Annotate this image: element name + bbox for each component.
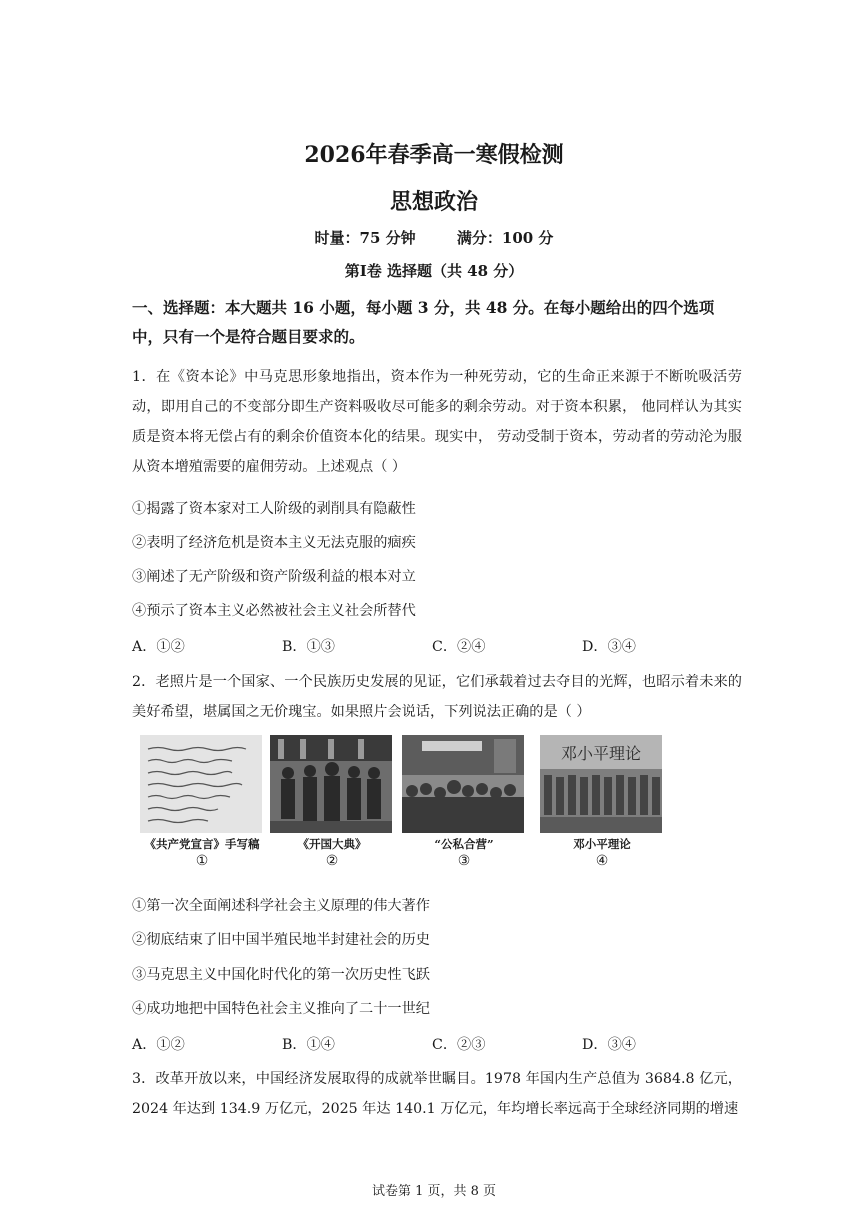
answer-a: A．①②: [132, 639, 185, 655]
photo-number-3: ③: [457, 853, 471, 869]
photo-caption-3: “公私合营”: [434, 837, 494, 851]
question-2-option-4: ④成功地把中国特色社会主义推向了二十一世纪: [132, 1001, 430, 1017]
question-1-option-4: ④预示了资本主义必然被社会主义社会所替代: [132, 603, 416, 619]
public-private-photo: [402, 735, 524, 833]
photo-caption-1: 《共产党宣言》手写稿: [144, 837, 260, 851]
answer-b: B．①④: [282, 1037, 335, 1053]
banner-text: 邓小平理论: [560, 744, 642, 763]
question-2-answers: [132, 1034, 732, 1054]
answer-d: D．③④: [582, 1037, 636, 1053]
answer-a: A．①②: [132, 1037, 185, 1053]
answer-c: C．②③: [432, 1037, 486, 1053]
photo-number-4: ④: [595, 853, 609, 869]
photo-number-2: ②: [325, 853, 339, 869]
photo-caption-2: 《开国大典》: [297, 837, 367, 851]
exam-title: 2026年春季高一寒假检测: [304, 142, 564, 168]
full-score: 满分：100 分: [456, 229, 554, 247]
part-heading: 一、选择题：本大题共 16 小题，每小题 3 分，共 48 分。在每小题给出的四个选项中，只有一个是符合题目要求的。: [132, 298, 715, 346]
exam-meta: [0, 227, 868, 248]
photo-number-1: ①: [195, 853, 209, 869]
question-2-option-1: ①第一次全面阐述科学社会主义原理的伟大著作: [132, 898, 430, 914]
time-limit: 时量：75 分钟: [314, 229, 416, 247]
question-3-stem: 3．改革开放以来，中国经济发展取得的成就举世瞩目。1978 年国内生产总值为 3684.8 亿元，2024 年达到 134.9 万亿元，2025 年达 140.1 万亿元，年均增长率远高于全球经济同期的增速: [132, 1071, 742, 1117]
question-2-option-3: ③马克思主义中国化时代化的第一次历史性飞跃: [132, 967, 430, 983]
question-2-stem: 2．老照片是一个国家、一个民族历史发展的见证，它们承载着过去夺目的光辉，也昭示着未来的美好希望，堪属国之无价瑰宝。如果照片会说话，下列说法正确的是（ ）: [132, 674, 742, 720]
photo-strip: [132, 735, 672, 875]
question-1-option-2: ②表明了经济危机是资本主义无法克服的痼疾: [132, 535, 416, 551]
question-2-option-2: ②彻底结束了旧中国半殖民地半封建社会的历史: [132, 932, 430, 948]
answer-b: B．①③: [282, 639, 335, 655]
question-1-answers: [132, 636, 732, 656]
answer-d: D．③④: [582, 639, 636, 655]
manuscript-photo: [140, 735, 262, 833]
question-1-option-1: ①揭露了资本家对工人阶级的剥削具有隐蔽性: [132, 501, 416, 517]
answer-c: C．②④: [432, 639, 486, 655]
section-title: 第Ⅰ卷 选择题（共 48 分）: [344, 262, 524, 280]
page-footer: 试卷第 1 页，共 8 页: [371, 1184, 497, 1199]
photo-caption-4: 邓小平理论: [573, 837, 631, 851]
subject-title: 思想政治: [389, 189, 478, 215]
founding-ceremony-photo: [270, 735, 392, 833]
question-1-stem: 1．在《资本论》中马克思形象地指出，资本作为一种死劳动，它的生命正来源于不断吮吸活劳动，即用自己的不变部分即生产资料吸收尽可能多的剩余劳动。对于资本积累， 他同样认为其实质是资本将无偿占有的剩余价值资本化的结果。现实中， 劳动受制于资本，劳动者的劳动沦为服从资本增殖需要的雇佣劳动。上述观点（ ）: [132, 369, 742, 475]
parade-photo: [540, 735, 662, 833]
question-1-option-3: ③阐述了无产阶级和资产阶级利益的根本对立: [132, 569, 416, 585]
